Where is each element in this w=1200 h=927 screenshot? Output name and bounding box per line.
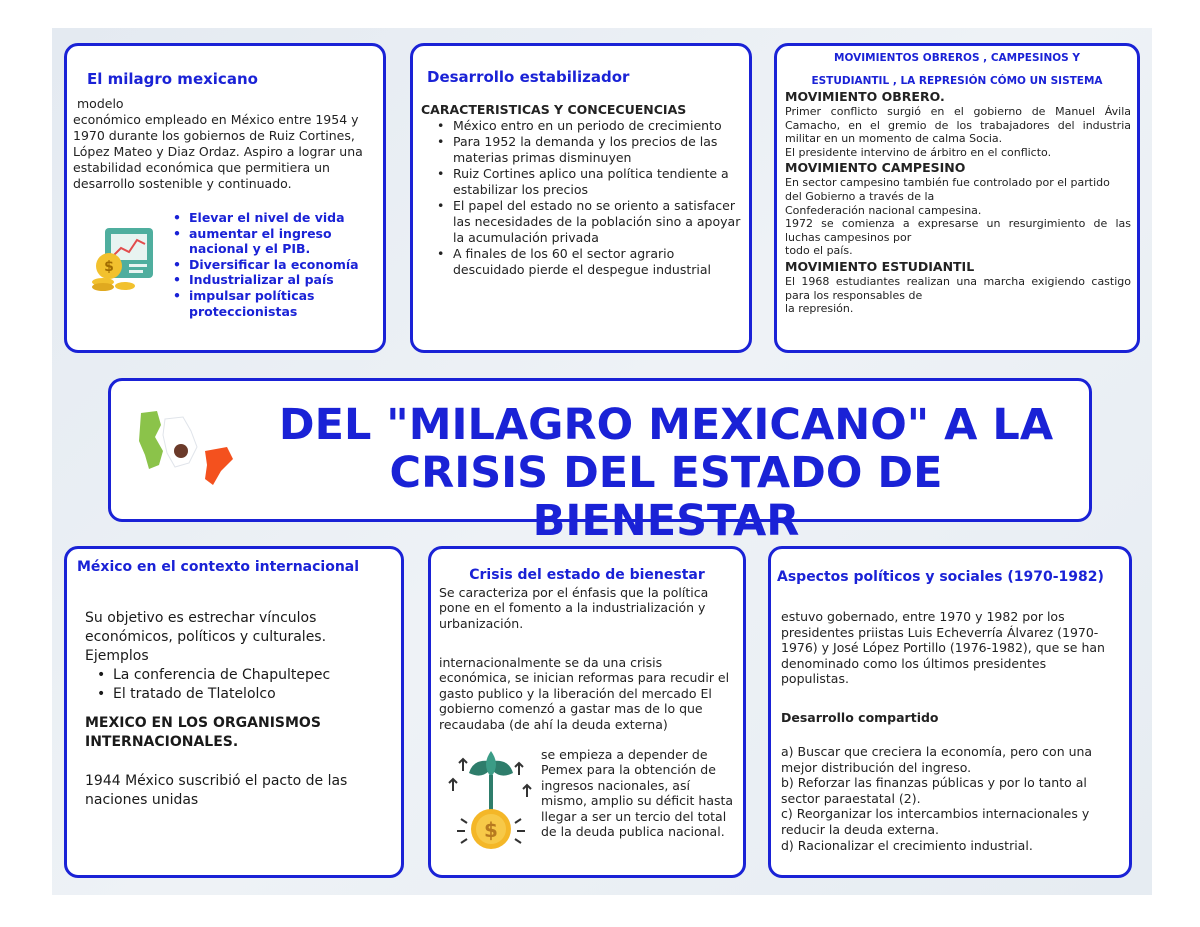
organismos-heading: MEXICO EN LOS ORGANISMOS INTERNACIONALES. [85, 715, 321, 750]
card-crisis-bienestar [428, 546, 746, 878]
compartido-heading: Desarrollo compartido [781, 710, 939, 725]
crisis-paragraph-2: internacionalmente se da una crisis económica, se inician reformas para recudir el gasto publico y la liberación del mercado El gobierno comenzó a gastar mas de lo que recaudaba (de ahí la deuda externa) [439, 655, 730, 732]
crisis-paragraph-3: se empieza a depender de Pemex para la obtención de ingresos nacionales, así mismo, amplio su déficit hasta llegar a ser un tercio del total de la deuda publica nacional. [541, 747, 734, 840]
campesino-heading: MOVIMIENTO CAMPESINO [785, 160, 966, 176]
finance-chart-icon [91, 224, 161, 294]
list-item: • La conferencia de Chapultepec [87, 666, 385, 685]
ejemplos-label: Ejemplos [85, 648, 149, 664]
campesino-text-3: Confederación nacional campesina. [785, 203, 982, 217]
card-milagro-mexicano [64, 43, 386, 353]
estudiantil-text-1: El 1968 estudiantes realizan una marcha exigiendo castigo para los responsables de [785, 274, 1131, 302]
money-plant-icon [441, 745, 541, 857]
title-line-2: CRISIS DEL ESTADO DE BIENESTAR [389, 448, 943, 546]
contexto-bullet-list [85, 666, 385, 704]
desarrollo-subtitle: CARACTERISTICAS Y CONCECUENCIAS [421, 102, 687, 117]
compartido-list [781, 744, 1121, 853]
card-title: Crisis del estado de bienestar [469, 567, 705, 583]
page-title [251, 401, 1081, 545]
card-title-line-2: ESTUDIANTIL , LA REPRESIÓN CÓMO UN SISTEMA [811, 75, 1103, 87]
card-contexto-internacional [64, 546, 404, 878]
pacto-text: 1944 México suscribió el pacto de las naciones unidas [85, 773, 348, 808]
campesino-text-4: 1972 se comienza a expresarse un resurgimiento de las luchas campesinos por [785, 217, 1131, 244]
milagro-bullet-list [163, 210, 373, 319]
campesino-text-2: del Gobierno a través de la [785, 189, 935, 203]
list-item: d) Racionalizar el crecimiento industrial. [781, 837, 1033, 853]
list-item: a) Buscar que creciera la economía, pero con una mejor distribución del ingreso. [781, 744, 1093, 775]
list-item: • Diversificar la economía [163, 257, 373, 273]
card-title: El milagro mexicano [87, 70, 258, 88]
list-item: • Ruiz Cortines aplico una política tendiente a estabilizar los precios [427, 166, 745, 198]
mexico-map-icon [135, 407, 245, 497]
list-item: • aumentar el ingreso nacional y el PIB. [163, 226, 373, 257]
milagro-paragraph: económico empleado en México entre 1954 y 1970 durante los gobiernos de Ruiz Cortines, López Mateo y Diaz Ordaz. Aspiro a lograr una estabilidad económica que permitiera un desarrollo sostenible y continuado. [73, 112, 363, 191]
desarrollo-bullet-list [427, 118, 745, 278]
list-item: • México entro en un periodo de crecimiento [427, 118, 745, 134]
card-desarrollo-estabilizador [410, 43, 752, 353]
list-item: b) Reforzar las finanzas públicas y por lo tanto al sector paraestatal (2). [781, 775, 1087, 806]
campesino-text-1: En sector campesino también fue controlado por el partido [785, 176, 1110, 190]
card-title: Desarrollo estabilizador [427, 68, 630, 86]
obrero-text: Primer conflicto surgió en el gobierno de Manuel Ávila Camacho, en el gremio de los trabajadores del industria militar en un momento de calma Socia. [785, 105, 1131, 146]
list-item: • A finales de los 60 el sector agrario descuidado pierde el despegue industrial [427, 246, 745, 278]
main-title-banner [108, 378, 1092, 546]
title-line-1: DEL "MILAGRO MEXICANO" A LA [278, 400, 1054, 450]
campesino-text-5: todo el país. [785, 244, 853, 258]
obrero-text-2: El presidente intervino de árbitro en el conflicto. [785, 145, 1052, 159]
aspectos-paragraph: estuvo gobernado, entre 1970 y 1982 por los presidentes priistas Luis Echeverría Álvarez (1970-1976) y José López Portillo (1976-1982), que se han denominado como los últimos presidentes populistas. [781, 609, 1105, 687]
coin-symbol: $ [484, 818, 498, 842]
modelo-label: modelo [77, 96, 124, 111]
card-movimientos [774, 43, 1140, 353]
card-title: México en el contexto internacional [77, 559, 360, 575]
list-item: c) Reorganizar los intercambios internacionales y reducir la deuda externa. [781, 806, 1090, 837]
obrero-heading: MOVIMIENTO OBRERO. [785, 89, 945, 104]
list-item: • El tratado de Tlatelolco [87, 685, 385, 704]
crisis-paragraph-1: Se caracteriza por el énfasis que la política pone en el fomento a la industrialización y urbanización. [439, 585, 709, 631]
estudiantil-text-2: la represión. [785, 302, 854, 316]
contexto-paragraph: Su objetivo es estrechar vínculos económicos, políticos y culturales. [85, 610, 327, 645]
svg-text:$: $ [104, 259, 114, 275]
card-title-line-1: MOVIMIENTOS OBREROS , CAMPESINOS Y [834, 52, 1080, 64]
contexto-body [85, 609, 385, 810]
estudiantil-heading: MOVIMIENTO ESTUDIANTIL [785, 258, 975, 274]
list-item: • Para 1952 la demanda y los precios de las materias primas disminuyen [427, 134, 745, 166]
card-title: Aspectos políticos y sociales (1970-1982) [777, 569, 1104, 585]
card-aspectos-politicos [768, 546, 1132, 878]
list-item: • impulsar políticas proteccionistas [163, 288, 373, 319]
list-item: • El papel del estado no se oriento a satisfacer las necesidades de la población sino a apoyar la acumulación privada [427, 198, 745, 246]
list-item: • Elevar el nivel de vida [163, 210, 373, 226]
list-item: • Industrializar al país [163, 272, 373, 288]
movimientos-body [785, 89, 1131, 316]
